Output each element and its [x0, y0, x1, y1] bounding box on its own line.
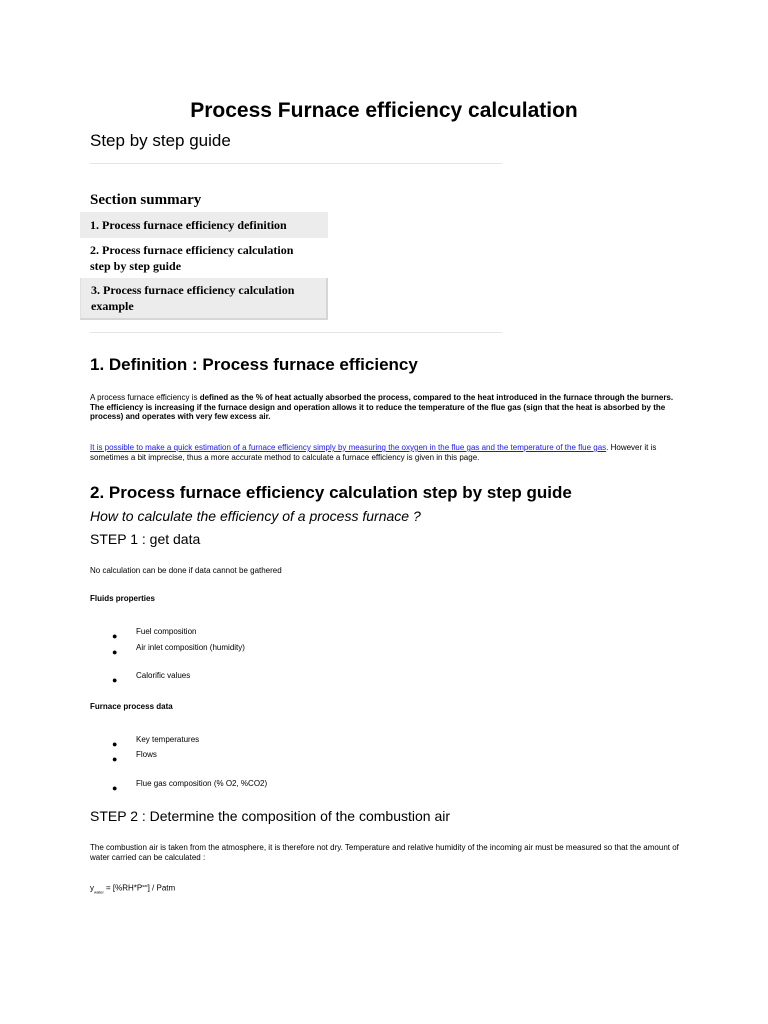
- formula-symbol: y: [90, 883, 94, 893]
- list-item-text: Flue gas composition (% O2, %CO2): [136, 779, 268, 788]
- step-2-heading: STEP 2 : Determine the composition of the combustion air: [90, 808, 451, 824]
- list-item-text: Flows: [136, 750, 157, 759]
- summary-link-label-line2: example: [91, 299, 134, 313]
- furnace-process-data-heading: Furnace process data: [90, 702, 173, 711]
- section-summary-list: [80, 212, 328, 320]
- quick-estimation-link[interactable]: It is possible to make a quick estimation of a furnace efficiency simply by measuring the oxygen in the flue gas and the temperature of the flue gas: [90, 443, 607, 452]
- definition-paragraph: [90, 393, 680, 422]
- bullet-icon: ●: [112, 783, 118, 793]
- list-item: [112, 778, 117, 796]
- formula-subscript: water: [94, 889, 104, 895]
- estimation-rest-text: . However it is sometimes a bit imprecise, thus a more accurate method to calculate a furnace efficiency is given in this page.: [90, 443, 657, 462]
- summary-link-calculation-example[interactable]: [80, 278, 328, 320]
- summary-link-label: 2. Process furnace efficiency calculation: [90, 243, 294, 257]
- section-2-question: How to calculate the efficiency of a process furnace ?: [90, 508, 421, 524]
- bullet-icon: ●: [112, 739, 118, 749]
- bullet-icon: ●: [112, 647, 118, 657]
- page-subtitle: Step by step guide: [90, 131, 231, 150]
- summary-link-label-line2: step by step guide: [90, 259, 182, 273]
- page-title: Process Furnace efficiency calculation: [190, 99, 578, 122]
- bullet-icon: ●: [112, 675, 118, 685]
- formula-middle: = [%RH*P: [103, 883, 143, 893]
- list-item: [112, 749, 117, 767]
- fluids-properties-heading: Fluids properties: [90, 594, 155, 603]
- bullet-icon: ●: [112, 631, 118, 641]
- formula-end: ] / Patm: [147, 883, 176, 893]
- section-summary-heading: Section summary: [90, 192, 202, 208]
- section-1-heading: 1. Definition : Process furnace efficiency: [90, 355, 418, 374]
- section-2-heading: 2. Process furnace efficiency calculation step by step guide: [90, 483, 572, 502]
- definition-intro-text: A process furnace efficiency is: [90, 393, 200, 402]
- list-item: [112, 642, 117, 660]
- bullet-icon: ●: [112, 754, 118, 764]
- step-1-heading: STEP 1 : get data: [90, 531, 201, 547]
- list-item-text: Calorific values: [136, 671, 191, 680]
- summary-link-definition[interactable]: [80, 212, 328, 238]
- formula-superscript: sat: [142, 883, 148, 888]
- summary-divider: [90, 332, 502, 333]
- summary-link-label: 3. Process furnace efficiency calculation: [91, 283, 295, 297]
- definition-bold-text: defined as the % of heat actually absorbed the process, compared to the heat introduced in the furnace through the burners. The efficiency is increasing if the furnace design and operation allows it to reduce the temperature of the flue gas (sign that the heat is absorbed by the process) and operates with very few excess air.: [90, 393, 674, 421]
- step-1-intro: No calculation can be done if data cannot be gathered: [90, 566, 282, 575]
- summary-link-label: 1. Process furnace efficiency definition: [90, 218, 287, 232]
- step-2-paragraph: The combustion air is taken from the atmosphere, it is therefore not dry. Temperature and relative humidity of the incoming air must be measured so that the amount of water carried can be calculated :: [90, 843, 679, 862]
- summary-link-calculation-guide[interactable]: [80, 238, 328, 278]
- list-item-text: Air inlet composition (humidity): [136, 643, 245, 652]
- water-fraction-formula: [90, 881, 175, 897]
- list-item-text: Fuel composition: [136, 627, 197, 636]
- estimation-paragraph: [90, 443, 680, 462]
- top-divider: [90, 163, 502, 164]
- list-item: [112, 670, 117, 688]
- list-item-text: Key temperatures: [136, 735, 200, 744]
